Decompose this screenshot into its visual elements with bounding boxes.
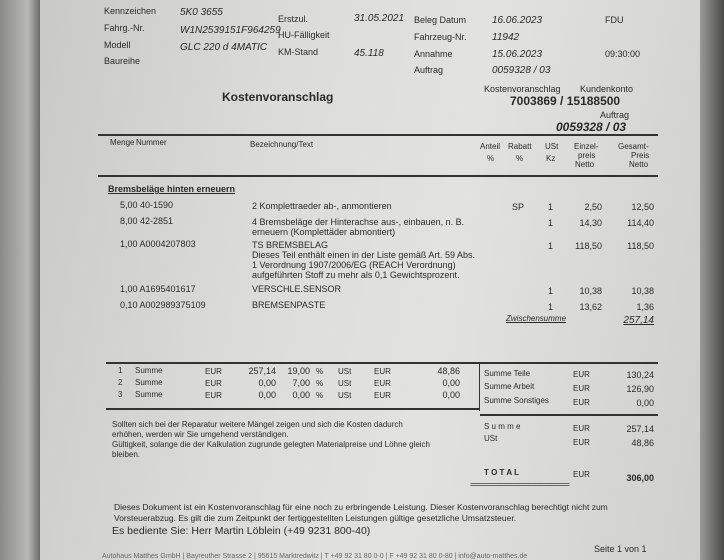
item-gesamt: 1,36: [636, 302, 654, 312]
col-gesamt: Gesamt-: [618, 142, 649, 151]
total-value: 306,00: [626, 473, 654, 483]
km-label: KM-Stand: [278, 47, 319, 57]
modell-value: GLC 220 d 4MATIC: [180, 42, 268, 53]
served-by: Es bediente Sie: Herr Martin Löblein (+49 9231 800-40): [112, 525, 371, 537]
ref-auftrag-value: 0059328 / 03: [556, 120, 627, 134]
zwischensumme-value: 257,14: [623, 315, 654, 326]
annahme-label: Annahme: [414, 49, 453, 59]
sum-value: 0,00: [636, 398, 654, 408]
item-ust: 1: [548, 218, 554, 228]
divider: [106, 362, 658, 364]
fahrg-value: W1N2539151F964259: [180, 25, 281, 36]
col-gesamt-3: Netto: [629, 160, 649, 169]
divider: [98, 134, 658, 136]
sum-value: 126,90: [626, 384, 654, 394]
zwischensumme-label: Zwischensumme: [506, 314, 567, 323]
annahme-value: 15.06.2023: [492, 49, 543, 60]
tax-amount: 0,00: [442, 378, 460, 388]
tax-pct: %: [316, 391, 324, 400]
item-text-4: aufgeführten Stoff zu mehr als 0,1 Gewichtsprozent.: [252, 270, 460, 280]
item-gesamt: 114,40: [627, 218, 654, 228]
ref-auftrag-label: Auftrag: [600, 110, 630, 120]
page-number: Seite 1 von 1: [594, 544, 647, 554]
tax-pct: %: [316, 379, 324, 388]
sum-cur: EUR: [573, 398, 590, 407]
tax-cur: EUR: [205, 379, 222, 388]
tax-n: 2: [118, 378, 123, 387]
item-einzel: 10,38: [579, 286, 602, 296]
item-pos: 1,00 A1695401617: [120, 284, 196, 294]
item-text: TS BREMSBELAG: [252, 240, 329, 250]
item-einzel: 2,50: [584, 202, 602, 212]
col-ust: USt: [545, 142, 559, 151]
col-rabatt: Rabatt: [508, 142, 532, 151]
summe-value: 257,14: [626, 424, 654, 434]
notice-line: bleiben.: [112, 450, 141, 459]
item-pos: 0,10 A002989375109: [120, 300, 206, 310]
sum-value: 130,24: [626, 370, 654, 380]
erstzul-value: 31.05.2021: [354, 13, 405, 24]
kv-label: Kostenvoranschlag: [484, 84, 561, 94]
divider: [106, 408, 480, 410]
item-gesamt: 10,38: [631, 286, 654, 296]
item-ust: 1: [548, 241, 554, 251]
beleg-label: Beleg Datum: [414, 15, 467, 25]
auftrag-value: 0059328 / 03: [492, 65, 551, 76]
company-footer: Autohaus Matthes GmbH | Bayreuther Strasse 2 | 95615 Marktredwitz | T +49 92 31 80 0-0 | F +49 92 31 80 0-80 | info@auto-matthes.de: [102, 553, 528, 560]
fahrzeug-label: Fahrzeug-Nr.: [414, 32, 467, 42]
col-einzel-2: preis: [578, 151, 596, 160]
item-einzel: 13,62: [579, 302, 602, 312]
km-value: 45.118: [354, 48, 384, 59]
tax-ust: USt: [338, 379, 352, 388]
tax-ust: USt: [338, 391, 352, 400]
ust-label: USt: [484, 434, 498, 443]
tax-label: Summe: [135, 390, 163, 399]
sum-label: Summe Teile: [484, 369, 531, 378]
document-page: [40, 0, 700, 560]
tax-cur: EUR: [205, 391, 222, 400]
tax-pct: %: [316, 367, 324, 376]
tax-cur2: EUR: [374, 379, 391, 388]
item-pos: 1,00 A0004207803: [120, 239, 196, 249]
baureihe-label: Baureihe: [104, 56, 141, 66]
tax-cur2: EUR: [374, 367, 391, 376]
konto-label: Kundenkonto: [580, 84, 634, 94]
item-text-3: 1 Verordnung 1907/2006/EG (REACH Verordnung): [252, 260, 456, 270]
divider: [479, 363, 480, 411]
total-double-underline: ================================: [470, 482, 569, 489]
tax-label: Summe: [135, 378, 163, 387]
fahrzeug-value: 11942: [492, 32, 520, 43]
modell-label: Modell: [104, 40, 131, 50]
tax-rate: 0,00: [292, 390, 310, 400]
fdu-code: FDU: [605, 15, 624, 25]
col-anteil: Anteil: [480, 142, 501, 151]
sum-cur: EUR: [573, 384, 590, 393]
tax-base: 0,00: [258, 378, 276, 388]
col-menge: Menge: [110, 138, 135, 147]
divider: [480, 414, 658, 416]
tax-rate: 19,00: [287, 366, 310, 376]
tax-amount: 0,00: [442, 390, 460, 400]
col-rabatt-pct: %: [516, 154, 524, 163]
tax-ust: USt: [338, 367, 352, 376]
ust-value: 48,86: [631, 438, 654, 448]
col-einzel: Einzel-: [574, 142, 599, 151]
col-text: Bezeichnung/Text: [250, 140, 314, 149]
item-gesamt: 12,50: [631, 202, 654, 212]
total-label: T O T A L: [484, 468, 519, 477]
sum-cur: EUR: [573, 370, 590, 379]
kv-konto-numbers: 7003869 / 15188500: [510, 94, 621, 108]
document-title: Kostenvoranschlag: [222, 90, 334, 104]
item-text: 2 Komplettraeder ab-, anmontieren: [252, 201, 392, 211]
divider: [98, 175, 658, 177]
tax-base: 0,00: [258, 390, 276, 400]
tax-label: Summe: [135, 366, 163, 375]
item-text: 4 Bremsbeläge der Hinterachse aus-, einbauen, n. B.: [252, 217, 465, 227]
summe-cur: EUR: [573, 424, 590, 433]
col-anteil-pct: %: [487, 154, 495, 163]
item-text: VERSCHLE.SENSOR: [252, 284, 342, 294]
kennzeichen-label: Kennzeichen: [104, 6, 157, 16]
beleg-value: 16.06.2023: [492, 15, 543, 26]
notice-line: erhöhen, werden wir Sie umgehend verständigen.: [112, 430, 289, 439]
sum-label: Summe Arbeit: [484, 382, 535, 391]
item-text: BREMSENPASTE: [252, 300, 326, 310]
section-title: Bremsbeläge hinten erneuern: [108, 184, 236, 194]
item-pos: 8,00 42-2851: [120, 216, 174, 226]
ust-cur: EUR: [573, 438, 590, 447]
sum-label: Summe Sonstiges: [484, 396, 549, 405]
tax-n: 3: [118, 390, 123, 399]
erstzul-label: Erstzul.: [278, 14, 309, 24]
background-edge: [700, 0, 724, 560]
disclaimer-line: Dieses Dokument ist ein Kostenvoranschlag für eine noch zu erbringende Leistung. Dieser Kostenvoranschlag berechtigt nicht zum: [114, 502, 608, 512]
tax-base: 257,14: [248, 366, 276, 376]
notice-line: Gültigkeit, solange die der Kalkulation zugrunde gelegten Materialpreise und Löhne gleich: [112, 440, 430, 449]
item-ust: 1: [548, 202, 554, 212]
item-ust: 1: [548, 302, 554, 312]
disclaimer-line: Vorsteuerabzug. Es gilt die zum Zeitpunkt der fertiggestellten Leistungen gültige gesetzliche Umsatzsteuer.: [114, 513, 517, 523]
col-ust-kz: Kz: [546, 154, 556, 163]
notice-line: Sollten sich bei der Reparatur weitere Mängel zeigen und sich die Kosten dadurch: [112, 420, 403, 429]
auftrag-label: Auftrag: [414, 65, 444, 75]
item-text-2: Dieses Teil enthält einen in der Liste gemäß Art. 59 Abs.: [252, 250, 475, 260]
adjacent-page-edge: [0, 0, 40, 560]
col-nummer: Nummer: [136, 138, 167, 147]
tax-cur2: EUR: [374, 391, 391, 400]
item-gesamt: 118,50: [627, 241, 654, 251]
tax-amount: 48,86: [437, 366, 460, 376]
item-einzel: 14,30: [579, 218, 602, 228]
total-cur: EUR: [573, 470, 590, 479]
col-einzel-3: Netto: [575, 160, 595, 169]
col-gesamt-2: Preis: [631, 151, 650, 160]
kennzeichen-value: 5K0 3655: [180, 7, 223, 18]
hu-label: HU-Fälligkeit: [278, 30, 330, 40]
item-pos: 5,00 40-1590: [120, 200, 174, 210]
tax-rate: 7,00: [292, 378, 310, 388]
item-text-2: erneuern (Komplettäder abmontiert): [252, 227, 396, 237]
tax-cur: EUR: [205, 367, 222, 376]
annahme-time: 09:30:00: [605, 49, 641, 59]
item-ust: 1: [548, 286, 554, 296]
item-einzel: 118,50: [575, 241, 602, 251]
summe-label: S u m m e: [484, 422, 521, 431]
item-rabatt: SP: [512, 202, 525, 212]
fahrg-label: Fahrg.-Nr.: [104, 23, 145, 33]
tax-n: 1: [118, 366, 123, 375]
